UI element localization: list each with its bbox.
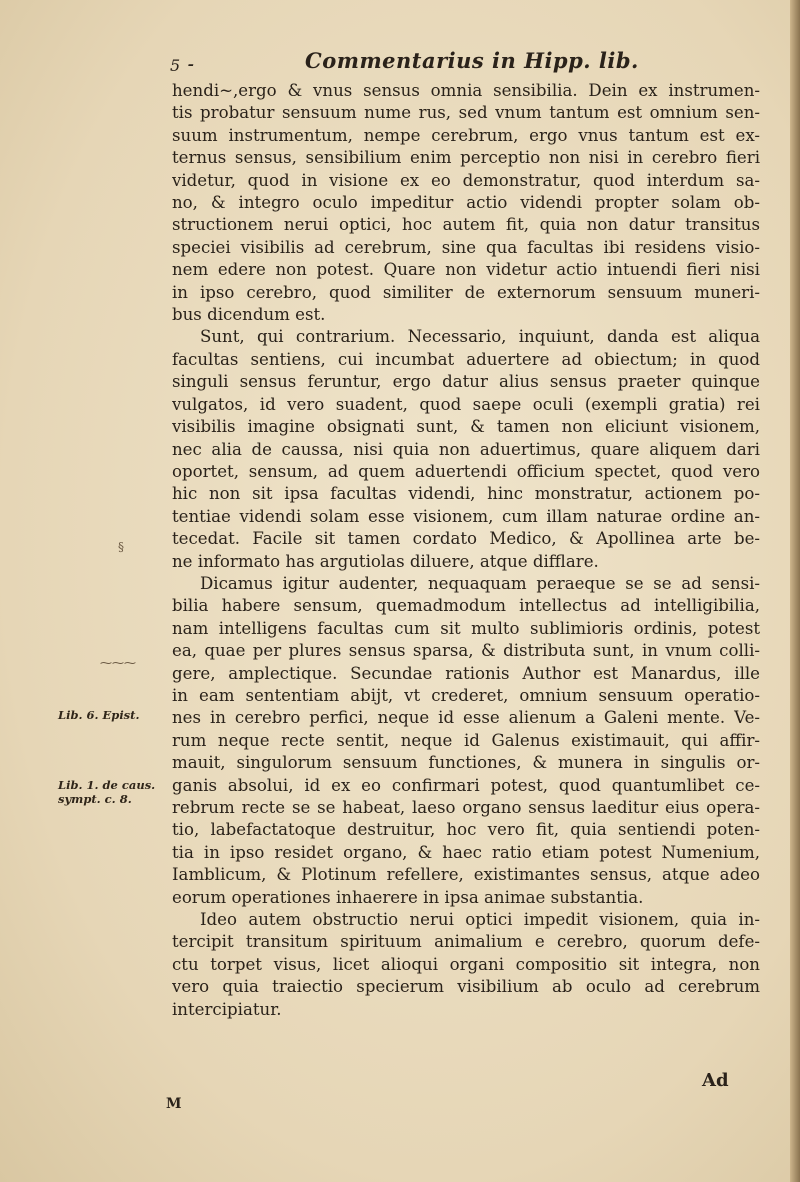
text-line: Ideo autem obstructio nerui optici impedit visionem, quia in-	[200, 910, 760, 930]
catchword: Ad	[702, 1070, 729, 1091]
text-line: structionem nerui optici, hoc autem fit, quia non datur transitus	[172, 215, 760, 235]
text-line: bilia habere sensum, quemadmodum intellectus ad intelligibilia,	[172, 596, 760, 616]
margin-ornament: §	[118, 540, 124, 554]
text-line: singuli sensus feruntur, ergo datur alius sensus praeter quinque	[172, 372, 760, 392]
text-line: rebrum recte se se habeat, laeso organo sensus laeditur eius opera-	[172, 798, 760, 817]
text-line: tis probatur sensuum nume rus, sed vnum tantum est omnium sen-	[172, 103, 760, 123]
text-line: rum neque recte sentit, neque id Galenus existimauit, qui affir-	[172, 730, 760, 750]
margin-note: Lib. 6. Epist.	[58, 708, 140, 722]
text-line: Dicamus igitur audenter, nequaquam peraeque se se ad sensi-	[200, 573, 760, 593]
text-line: Iamblicum, & Plotinum refellere, existimantes sensus, atque adeo	[172, 865, 760, 885]
text-line: Sunt, qui contrarium. Necessario, inquiunt, danda est aliqua	[200, 327, 760, 347]
signature-mark: M	[166, 1096, 182, 1112]
text-line: mauit, singulorum sensuum functiones, & munera in singulis or-	[172, 753, 760, 773]
text-line: videtur, quod in visione ex eo demonstratur, quod interdum sa-	[172, 170, 760, 190]
text-line: in ipso cerebro, quod similiter de externorum sensuum muneri-	[172, 282, 760, 302]
text-line: speciei visibilis ad cerebrum, sine qua facultas ibi residens visio-	[172, 237, 760, 257]
text-line: ne informato has argutiolas diluere, atque difflare.	[172, 551, 599, 571]
text-line: tia in ipso residet organo, & haec ratio etiam potest Numenium,	[172, 842, 760, 862]
text-line: nec alia de caussa, nisi quia non aduertimus, quare aliquem dari	[172, 439, 760, 459]
text-line: intercipiatur.	[172, 999, 282, 1019]
text-line: nam intelligens facultas cum sit multo sublimioris ordinis, potest	[172, 618, 760, 638]
text-line: ctu torpet visus, licet alioqui organi compositio sit integra, non	[172, 954, 760, 974]
text-line: facultas sentiens, cui incumbat aduertere ad obiectum; in quod	[172, 349, 760, 369]
text-line: bus dicendum est.	[172, 305, 326, 325]
text-line: hic non sit ipsa facultas videndi, hinc monstratur, actionem po-	[172, 484, 760, 504]
text-line: no, & integro oculo impeditur actio videndi propter solam ob-	[172, 193, 760, 213]
running-head: Commentarius in Hipp. lib.	[305, 48, 639, 73]
text-line: tio, labefactatoque destruitur, hoc vero fit, quia sentiendi poten-	[172, 820, 760, 840]
text-line: visibilis imagine obsignati sunt, & tamen non eliciunt visionem,	[172, 417, 760, 437]
body-text	[172, 80, 760, 1021]
text-line: in eam sententiam abijt, vt crederet, omnium sensuum operatio-	[172, 685, 760, 705]
text-line: ganis absolui, id ex eo confirmari potest, quod quantumlibet ce-	[172, 775, 760, 795]
text-line: nem edere non potest. Quare non videtur actio intuendi fieri nisi	[172, 260, 760, 280]
text-line: eorum operationes inhaerere in ipsa animae substantia.	[172, 887, 644, 907]
text-line: ea, quae per plures sensus sparsa, & distributa sunt, in vnum colli-	[172, 641, 760, 661]
page-edge	[790, 0, 800, 1182]
text-line: tentiae videndi solam esse visionem, cum illam naturae ordine an-	[172, 506, 760, 526]
text-line: suum instrumentum, nempe cerebrum, ergo vnus tantum est ex-	[172, 125, 760, 145]
text-line: hendi~,ergo & vnus sensus omnia sensibilia. Dein ex instrumen-	[172, 81, 760, 100]
folio-number: 5 ⁃	[170, 56, 194, 75]
text-line: tecedat. Facile sit tamen cordato Medico, & Apollinea arte be-	[172, 529, 760, 549]
margin-rule: ⁓⁓⁓	[100, 656, 136, 670]
text-line: gere, amplectique. Secundae rationis Author est Manardus, ille	[172, 663, 760, 683]
text-line: tercipit transitum spirituum animalium e cerebro, quorum defe-	[172, 932, 760, 952]
text-line: nes in cerebro perfici, neque id esse alienum a Galeni mente. Ve-	[172, 708, 760, 728]
text-line: oportet, sensum, ad quem aduertendi officium spectet, quod vero	[172, 461, 760, 481]
text-line: vulgatos, id vero suadent, quod saepe oculi (exempli gratia) rei	[172, 394, 760, 414]
margin-note: Lib. 1. de caus. sympt. c. 8.	[58, 778, 156, 806]
text-line: vero quia traiectio specierum visibilium ab oculo ad cerebrum	[172, 977, 760, 997]
page-header	[0, 48, 800, 82]
text-line: ternus sensus, sensibilium enim perceptio non nisi in cerebro fieri	[172, 148, 760, 168]
